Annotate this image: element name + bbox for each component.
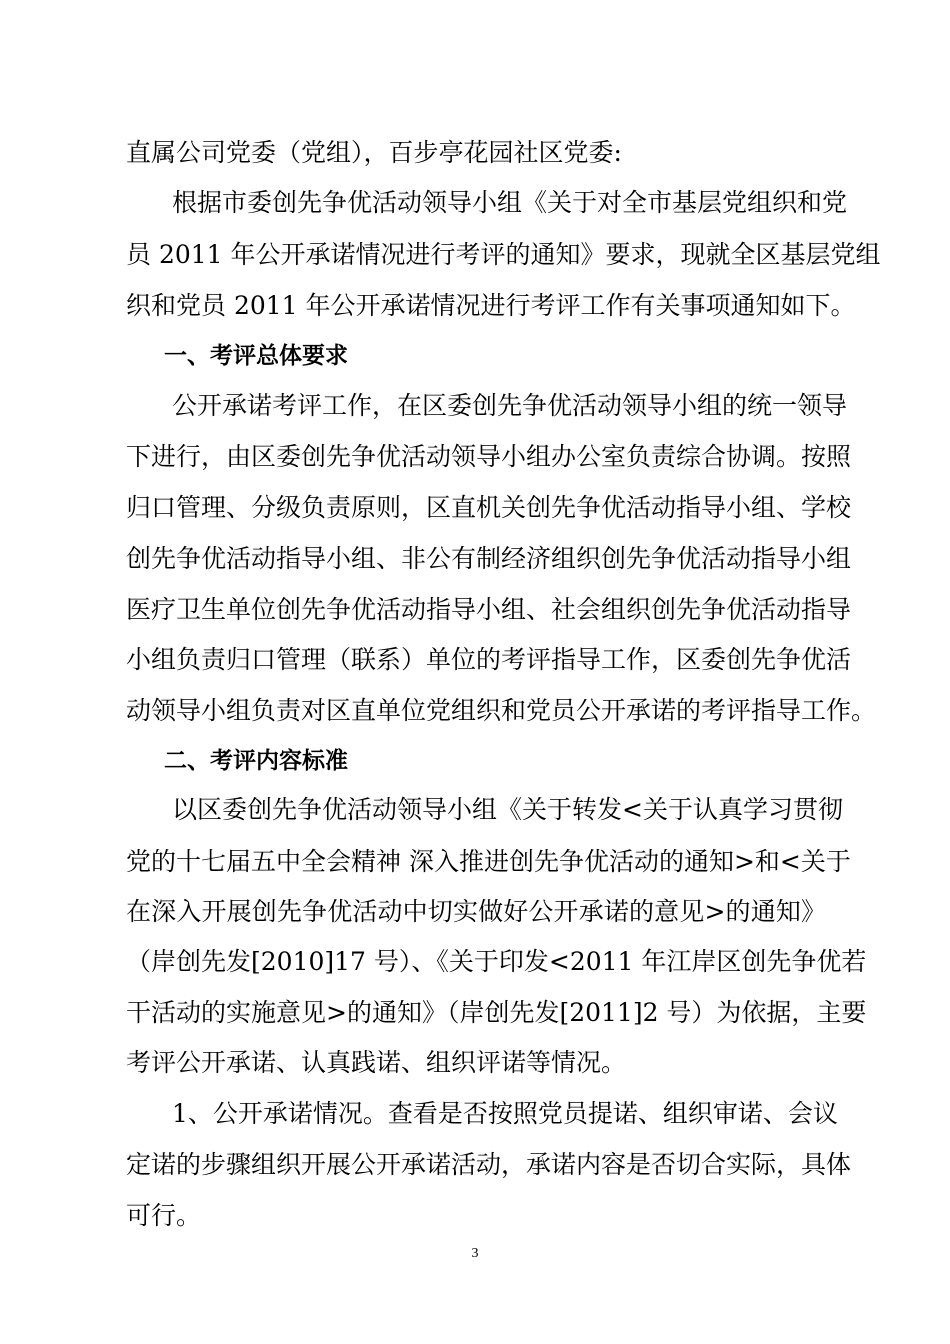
section-2-line-1: 以区委创先争优活动领导小组《关于转发<关于认真学习贯彻 — [172, 795, 843, 824]
section-1-heading: 一、考评总体要求 — [164, 343, 348, 369]
intro-line-1: 根据市委创先争优活动领导小组《关于对全市基层党组织和党 — [172, 188, 848, 217]
section-2-heading: 二、考评内容标准 — [164, 748, 348, 774]
section-2-line-4: （岸创先发[2010]17 号）、《关于印发<2011 年江岸区创先争优若 — [126, 947, 867, 976]
item-1-line-1: 1、公开承诺情况。查看是否按照党员提诺、组织审诺、会议 — [172, 1099, 838, 1128]
section-2-line-3: 在深入开展创先争优活动中切实做好公开承诺的意见>的通知》 — [126, 897, 826, 926]
section-1-line-3: 归口管理、分级负责原则，区直机关创先争优活动指导小组、学校 — [126, 493, 852, 522]
section-1-line-4: 创先争优活动指导小组、非公有制经济组织创先争优活动指导小组 — [126, 544, 852, 573]
section-1-line-5: 医疗卫生单位创先争优活动指导小组、社会组织创先争优活动指导 — [126, 595, 852, 624]
intro-line-2: 员 2011 年公开承诺情况进行考评的通知》要求，现就全区基层党组 — [126, 240, 881, 269]
section-2-line-6: 考评公开承诺、认真践诺、组织评诺等情况。 — [126, 1048, 627, 1077]
page-number: 3 — [471, 1246, 479, 1261]
salutation: 直属公司党委（党组），百步亭花园社区党委: — [126, 138, 622, 167]
intro-line-3: 织和党员 2011 年公开承诺情况进行考评工作有关事项通知如下。 — [126, 291, 856, 320]
section-1-line-1: 公开承诺考评工作，在区委创先争优活动领导小组的统一领导 — [172, 391, 848, 420]
item-1-line-3: 可行。 — [126, 1201, 202, 1230]
item-1-line-2: 定诺的步骤组织开展公开承诺活动，承诺内容是否切合实际，具体 — [126, 1150, 852, 1179]
section-1-line-2: 下进行，由区委创先争优活动领导小组办公室负责综合协调。按照 — [126, 442, 852, 471]
section-2-line-2: 党的十七届五中全会精神 深入推进创先争优活动的通知>和<关于 — [126, 847, 851, 876]
section-1-line-6: 小组负责归口管理（联系）单位的考评指导工作，区委创先争优活 — [126, 645, 852, 674]
section-2-line-5: 干活动的实施意见>的通知》（岸创先发[2011]2 号）为依据，主要 — [126, 998, 867, 1027]
section-1-line-7: 动领导小组负责对区直单位党组织和党员公开承诺的考评指导工作。 — [126, 696, 877, 725]
